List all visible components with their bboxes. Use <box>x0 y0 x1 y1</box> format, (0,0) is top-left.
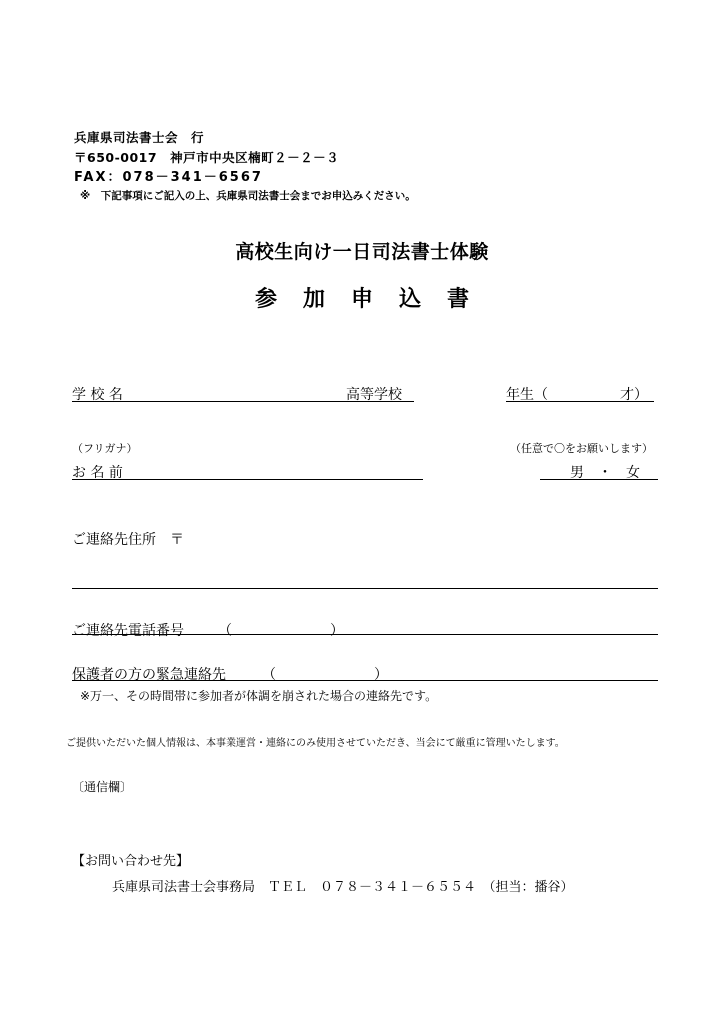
guardian-label: 保護者の方の緊急連絡先 <box>72 667 226 683</box>
age-label: 才） <box>620 387 648 403</box>
contact-line: 兵庫県司法書士会事務局 ＴＥＬ ０７８－３４１－６５５４ （担当：播谷） <box>112 880 574 895</box>
gender-note: （任意で〇をお願いします） <box>510 442 653 455</box>
grade-label: 年生（ <box>506 387 548 403</box>
guardian-field[interactable] <box>72 680 658 681</box>
phone-paren: （ ） <box>218 623 344 639</box>
address-field[interactable] <box>72 588 658 589</box>
gender-field[interactable] <box>540 479 658 480</box>
name-field[interactable] <box>72 479 423 480</box>
school-suffix: 高等学校 <box>346 387 402 403</box>
address-label: ご連絡先住所 〒 <box>72 532 184 548</box>
phone-field[interactable] <box>72 634 658 635</box>
guardian-paren: （ ） <box>262 667 388 683</box>
phone-label: ご連絡先電話番号 <box>72 623 184 639</box>
gender-options[interactable]: 男 ・ 女 <box>570 465 640 481</box>
privacy-notice: ご提供いただいた個人情報は、本事業運営・連絡にのみ使用させていただき、当会にて厳重に管理いたします。 <box>66 738 565 749</box>
guardian-note: ※万一、その時間帯に参加者が体調を崩された場合の連絡先です。 <box>80 689 438 703</box>
grade-age-field[interactable] <box>506 401 654 402</box>
form-title: 参加申込書 <box>254 287 495 312</box>
communication-label: 〔通信欄〕 <box>72 780 133 794</box>
furigana-label: （フリガナ） <box>72 442 138 455</box>
name-label: お 名 前 <box>72 465 123 481</box>
contact-heading: 【お問い合わせ先】 <box>72 854 190 869</box>
fax-number: FAX：078－341－6567 <box>74 170 263 185</box>
page-title: 高校生向け一日司法書士体験 <box>235 241 489 263</box>
postal-address: 〒650-0017 神戸市中央区楠町２－２－３ <box>74 150 340 165</box>
addressee: 兵庫県司法書士会 行 <box>74 130 205 145</box>
submission-instruction: ※ 下記事項にご記入の上、兵庫県司法書士会までお申込みください。 <box>80 190 416 202</box>
school-name-field[interactable] <box>72 401 414 402</box>
school-label: 学 校 名 <box>72 387 123 403</box>
